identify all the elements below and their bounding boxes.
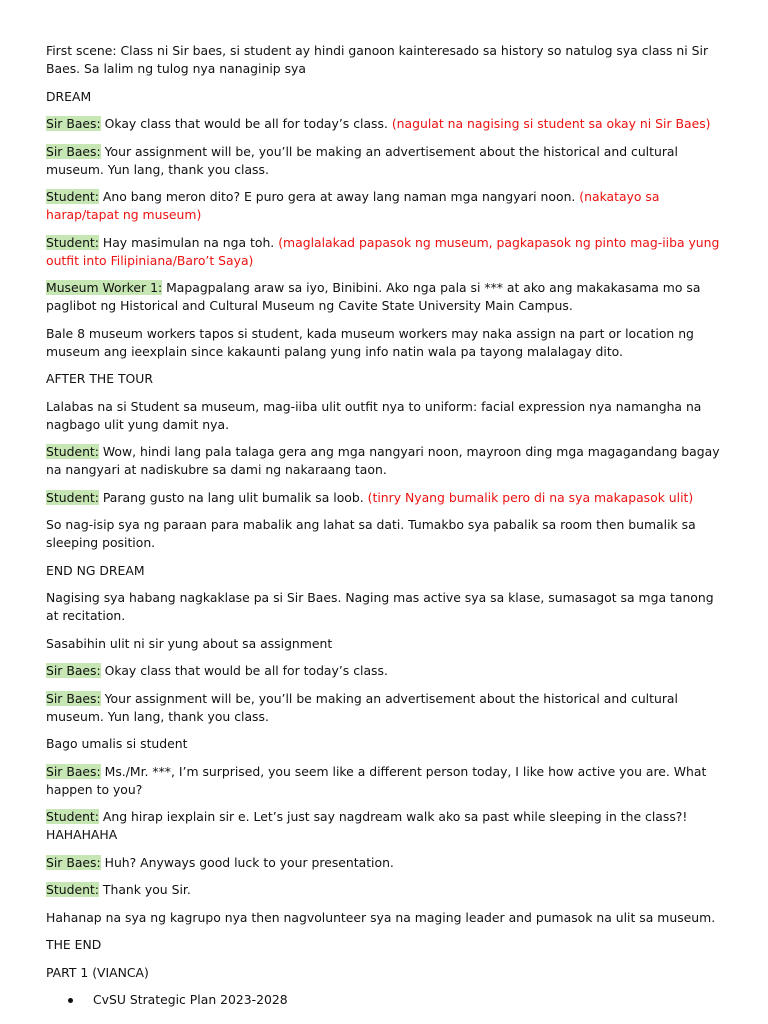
paragraph-text: Hay masimulan na nga toh. — [98, 234, 279, 250]
speaker-label: Student: — [46, 809, 99, 824]
document-body — [46, 42, 726, 1009]
paragraph-text: Your assignment will be, you’ll be making an advertisement about the historical and cultural museum. Yun lang, thank you class. — [46, 690, 682, 724]
paragraph-text: AFTER THE TOUR — [46, 371, 153, 386]
paragraph-text: Mapagpalang araw sa iyo, Binibini. Ako nga pala si *** at ako ang makakasama mo sa paglibot ng Historical and Cultural Museum ng Cavite State University Main Campus. — [46, 280, 705, 313]
dialogue-line — [46, 763, 726, 799]
narration-paragraph — [46, 562, 726, 580]
paragraph-text: Your assignment will be, you’ll be making an advertisement about the historical and cultural museum. Yun lang, thank you class. — [46, 143, 682, 177]
paragraph-text: So nag-isip sya ng paraan para mabalik ang lahat sa dati. Tumakbo sya pabalik sa room then bumalik sa sleeping position. — [46, 517, 700, 550]
narration-paragraph — [46, 909, 726, 927]
speaker-label: Student: — [46, 882, 99, 897]
narration-paragraph — [46, 589, 726, 625]
stage-direction: (tinry Nyang bumalik pero di na sya makapasok ulit) — [367, 489, 694, 505]
narration-paragraph — [46, 964, 726, 982]
paragraph-text: DREAM — [46, 88, 92, 104]
paragraph-text: Ms./Mr. ***, I’m surprised, you seem like a different person today, I like how active you are. What happen to you? — [46, 763, 711, 797]
dialogue-line — [46, 808, 726, 844]
speaker-label: Student: — [46, 234, 99, 250]
dialogue-line — [46, 854, 726, 872]
paragraph-text: Bale 8 museum workers tapos si student, kada museum workers may naka assign na part or location ng museum ang ieexplain since kakaunti palang yung info natin wala pa tayong malalagay dito. — [46, 325, 698, 359]
paragraph-text: First scene: Class ni Sir baes, si student ay hindi ganoon kainteresado sa history so natulog sya class ni Sir Baes. Sa lalim ng tulog nya nanaginip sya — [46, 43, 712, 76]
paragraph-text: Hahanap na sya ng kagrupo nya then nagvolunteer sya na maging leader and pumasok na ulit sa museum. — [46, 909, 716, 925]
paragraph-text: Nagising sya habang nagkaklase pa si Sir Baes. Naging mas active sya sa klase, sumasagot sa mga tanong at recitation. — [46, 590, 718, 623]
dialogue-line — [46, 443, 726, 479]
narration-paragraph — [46, 88, 726, 106]
dialogue-line — [46, 489, 726, 507]
stage-direction: (nagulat na nagising si student sa okay ni Sir Baes) — [391, 116, 711, 131]
bullet-list — [46, 991, 726, 1009]
dialogue-line — [46, 143, 726, 179]
speaker-label: Sir Baes: — [46, 116, 101, 131]
speaker-label: Sir Baes: — [46, 663, 101, 678]
dialogue-line — [46, 279, 726, 315]
speaker-label: Sir Baes: — [46, 763, 101, 779]
stage-direction: (maglalakad papasok ng museum, pagkapasok ng pinto mag-iiba yung outfit into Filipiniana/Baro’t Saya) — [46, 234, 720, 268]
narration-paragraph — [46, 42, 726, 78]
bullet-dot-icon — [68, 998, 73, 1003]
speaker-label: Student: — [46, 189, 99, 204]
paragraph-text: Sasabihin ulit ni sir yung about sa assignment — [46, 635, 333, 651]
dialogue-line — [46, 115, 726, 133]
speaker-label: Sir Baes: — [46, 143, 101, 159]
paragraph-text: Parang gusto na lang ulit bumalik sa loob. — [98, 489, 368, 505]
paragraph-text: END NG DREAM — [46, 562, 145, 578]
paragraph-text: Okay class that would be all for today’s class. — [100, 663, 388, 678]
paragraph-text: THE END — [46, 937, 102, 952]
paragraph-text: Okay class that would be all for today’s class. — [100, 116, 392, 131]
paragraph-text: Ang hirap iexplain sir e. Let’s just say nagdream walk ako sa past while sleeping in the class?! HAHAHAHA — [46, 809, 692, 842]
narration-paragraph — [46, 735, 726, 753]
paragraph-text: PART 1 (VIANCA) — [46, 964, 149, 980]
dialogue-line — [46, 690, 726, 726]
speaker-label: Student: — [46, 489, 99, 505]
paragraph-text: Wow, hindi lang pala talaga gera ang mga nangyari noon, mayroon ding mga magagandang bagay na nangyari at nadiskubre sa dami ng nakaraang taon. — [46, 444, 724, 477]
narration-paragraph — [46, 516, 726, 552]
narration-paragraph — [46, 325, 726, 361]
dialogue-line — [46, 662, 726, 680]
paragraph-text: Lalabas na si Student sa museum, mag-iiba ulit outfit nya to uniform: facial expression nya namangha na nagbago ulit yung damit nya. — [46, 398, 706, 432]
speaker-label: Sir Baes: — [46, 854, 101, 870]
narration-paragraph — [46, 398, 726, 434]
dialogue-line — [46, 881, 726, 899]
dialogue-line — [46, 188, 726, 224]
speaker-label: Museum Worker 1: — [46, 280, 163, 295]
speaker-label: Sir Baes: — [46, 690, 101, 706]
script-paragraphs — [46, 42, 726, 982]
paragraph-text: Huh? Anyways good luck to your presentation. — [100, 854, 394, 870]
bullet-text: CvSU Strategic Plan 2023-2028 — [93, 992, 288, 1007]
bullet-item — [46, 991, 726, 1009]
paragraph-text: Ano bang meron dito? E puro gera at away lang naman mga nangyari noon. — [98, 189, 580, 204]
speaker-label: Student: — [46, 444, 99, 459]
stage-direction: (nakatayo sa harap/tapat ng museum) — [46, 189, 660, 222]
paragraph-text: Thank you Sir. — [98, 882, 191, 897]
paragraph-text: Bago umalis si student — [46, 736, 188, 751]
narration-paragraph — [46, 370, 726, 388]
narration-paragraph — [46, 635, 726, 653]
dialogue-line — [46, 234, 726, 270]
narration-paragraph — [46, 936, 726, 954]
